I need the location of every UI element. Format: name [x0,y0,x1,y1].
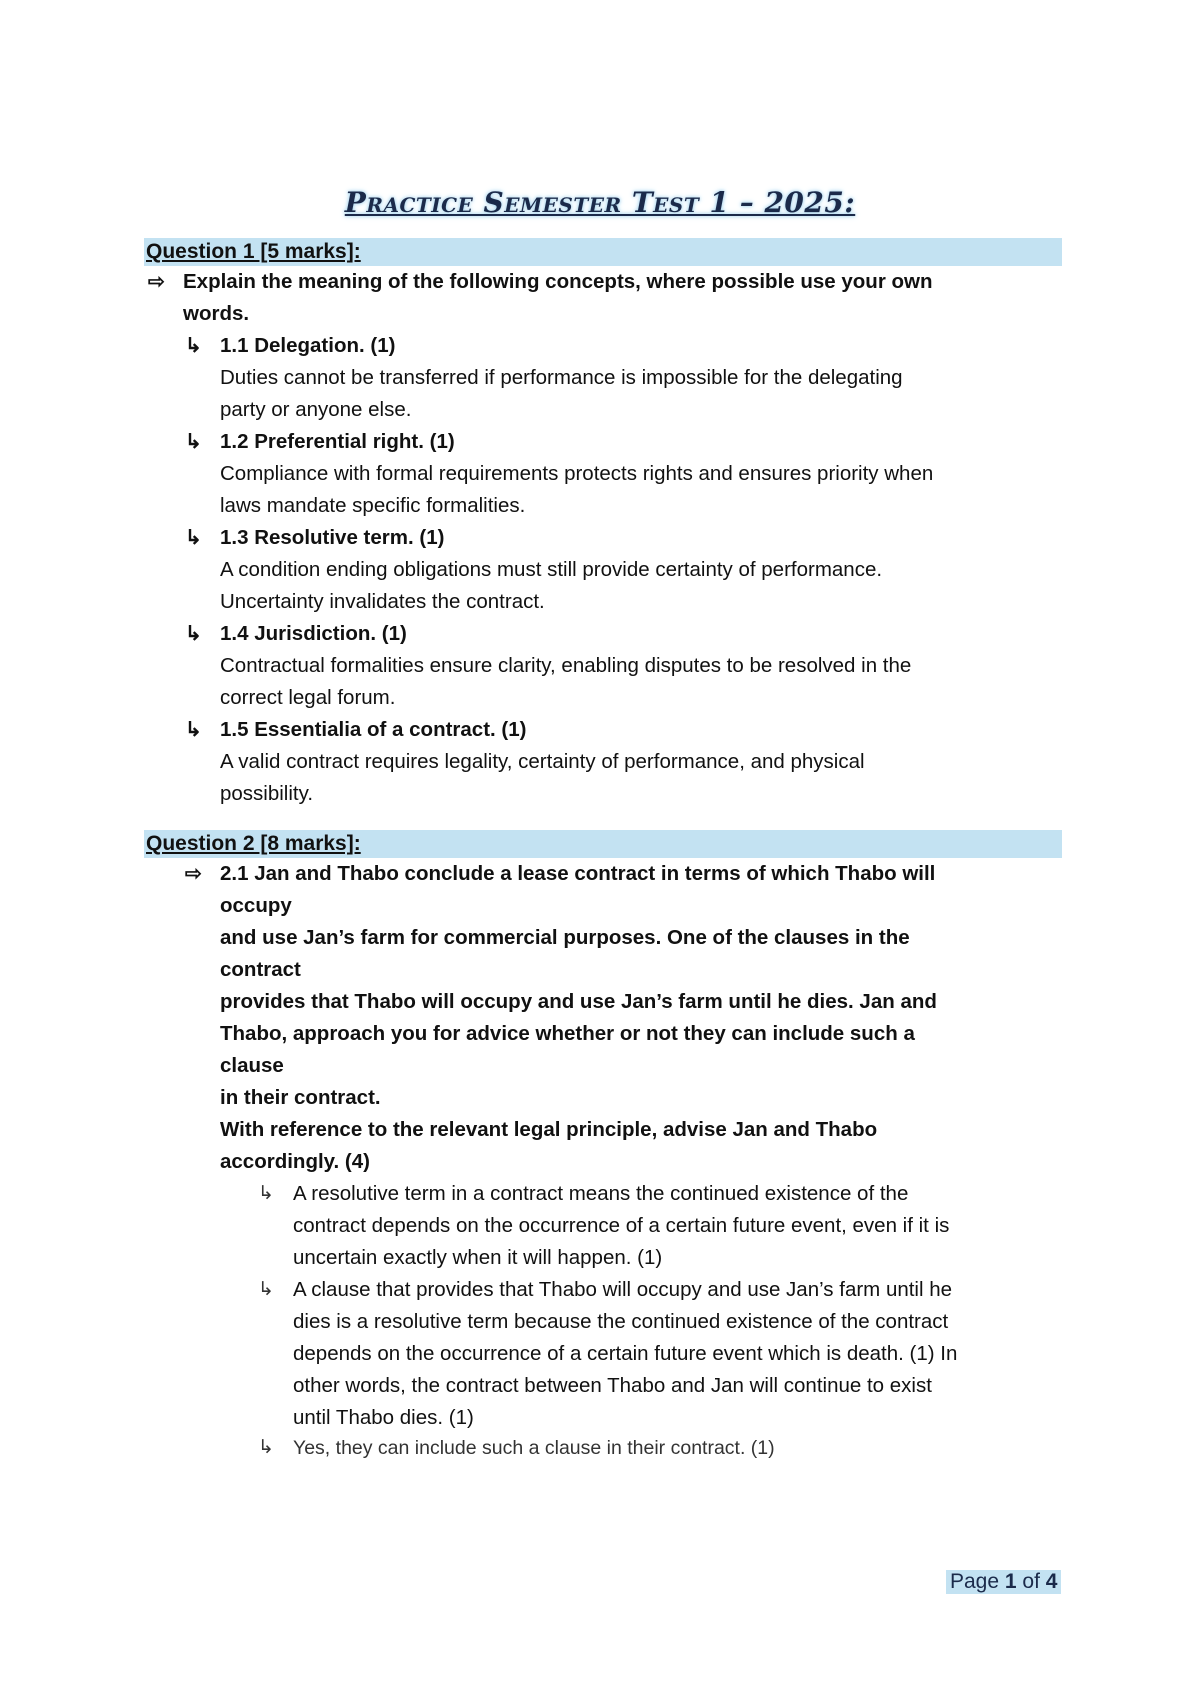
sub-arrow-icon: ↳ [185,527,202,549]
q1-item-label: 1.1 Delegation. (1) [220,334,396,357]
q1-item-label: 1.4 Jurisdiction. (1) [220,622,407,645]
sub-arrow-icon: ↳ [258,1279,274,1300]
q1-item-answer: A condition ending obligations must still provide certainty of performance. [220,558,883,581]
page-current: 1 [1004,1570,1017,1593]
q1-item-answer: correct legal forum. [220,686,396,709]
q2-answer-line: A clause that provides that Thabo will occupy and use Jan’s farm until he [293,1278,953,1301]
question-1-heading: Question 1 [5 marks]: [146,240,361,263]
q1-instruction-line2: words. [183,302,250,325]
page-number [946,1570,1061,1594]
q1-item-label: 1.2 Preferential right. (1) [220,430,455,453]
question-2-heading: Question 2 [8 marks]: [146,832,361,855]
q1-item-answer: laws mandate specific formalities. [220,494,526,517]
q2-prompt-line: contract [220,958,301,981]
q2-answer-line: uncertain exactly when it will happen. (1) [293,1246,663,1269]
q2-prompt-line: and use Jan’s farm for commercial purposes. One of the clauses in the [220,926,910,949]
sub-arrow-icon: ↳ [258,1437,274,1458]
q2-prompt-line: 2.1 Jan and Thabo conclude a lease contract in terms of which Thabo will [220,862,936,885]
q1-item-answer: Uncertainty invalidates the contract. [220,590,545,613]
sub-arrow-icon: ↳ [185,623,202,645]
q1-item-answer: possibility. [220,782,314,805]
arrow-right-icon: ⇨ [148,271,165,293]
sub-arrow-icon: ↳ [258,1183,274,1204]
q2-answer-line: until Thabo dies. (1) [293,1406,474,1429]
q2-answer-line: other words, the contract between Thabo and Jan will continue to exist [293,1374,932,1397]
q2-answer-line: Yes, they can include such a clause in their contract. (1) [293,1437,775,1459]
q1-item-answer: A valid contract requires legality, certainty of performance, and physical [220,750,865,773]
q2-prompt-line: Thabo, approach you for advice whether or not they can include such a [220,1022,915,1045]
q1-item-answer: Duties cannot be transferred if performance is impossible for the delegating [220,366,903,389]
q2-prompt-line: provides that Thabo will occupy and use Jan’s farm until he dies. Jan and [220,990,937,1013]
page-prefix: Page [950,1570,1005,1593]
arrow-right-icon: ⇨ [185,863,202,885]
q2-answer-line: contract depends on the occurrence of a certain future event, even if it is [293,1214,950,1237]
page-of: of [1016,1570,1046,1593]
sub-arrow-icon: ↳ [185,431,202,453]
q1-item-answer: Compliance with formal requirements protects rights and ensures priority when [220,462,934,485]
page-title: Practice Semester Test 1 – 2025: [344,186,856,219]
q1-instruction-line1: Explain the meaning of the following concepts, where possible use your own [183,270,933,293]
q1-item-answer: Contractual formalities ensure clarity, enabling disputes to be resolved in the [220,654,912,677]
q2-prompt-line: occupy [220,894,292,917]
q2-answer-line: dies is a resolutive term because the continued existence of the contract [293,1310,949,1333]
q2-prompt-line: With reference to the relevant legal principle, advise Jan and Thabo [220,1118,878,1141]
q1-item-answer: party or anyone else. [220,398,412,421]
q2-prompt-line: in their contract. [220,1086,381,1109]
q1-item-label: 1.5 Essentialia of a contract. (1) [220,718,527,741]
q2-answer-line: A resolutive term in a contract means the continued existence of the [293,1182,909,1205]
sub-arrow-icon: ↳ [185,719,202,741]
q2-prompt-line: accordingly. (4) [220,1150,370,1173]
q2-prompt-line: clause [220,1054,284,1077]
q1-item-label: 1.3 Resolutive term. (1) [220,526,445,549]
sub-arrow-icon: ↳ [185,335,202,357]
page-total: 4 [1045,1570,1058,1593]
q2-answer-line: depends on the occurrence of a certain future event which is death. (1) In [293,1342,958,1365]
